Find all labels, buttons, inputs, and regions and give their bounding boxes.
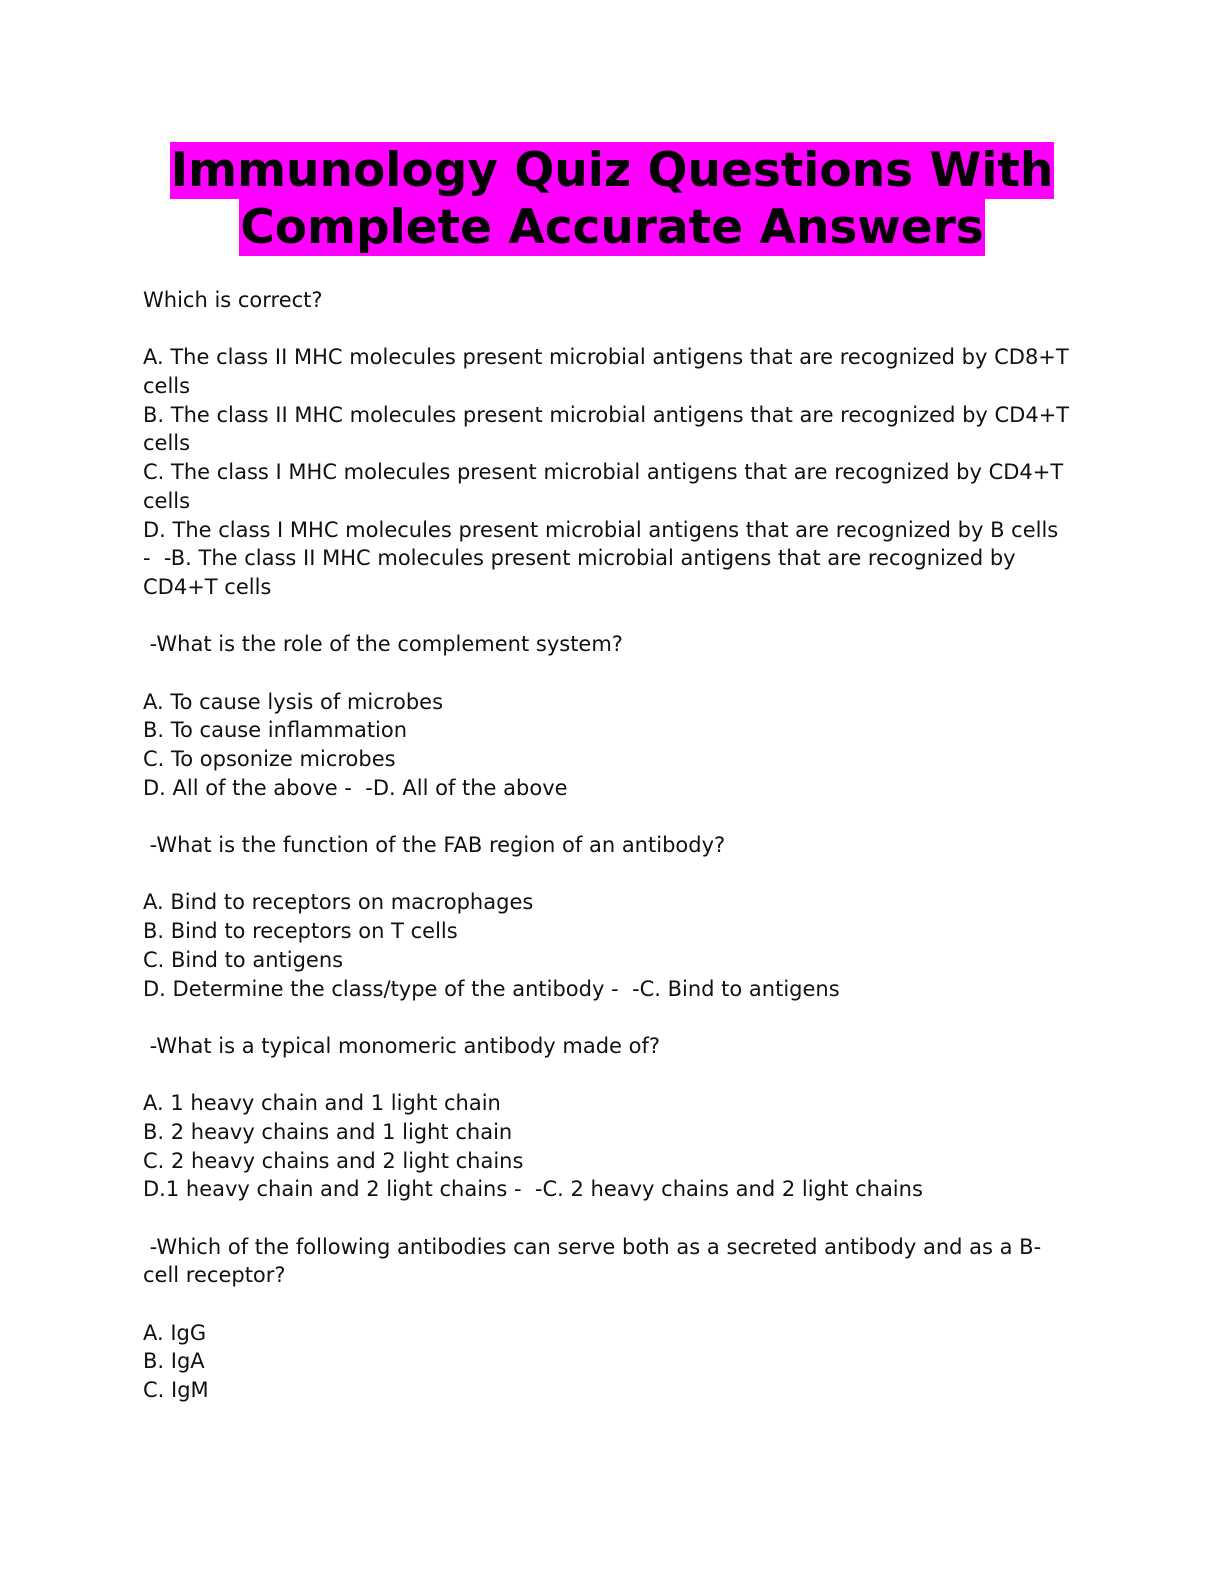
question-line: -What is the function of the FAB region of an antibody? xyxy=(143,833,726,858)
blank-line xyxy=(143,659,1088,688)
answer-option-line: A. To cause lysis of microbes xyxy=(143,689,444,714)
answer-option-line: C. 2 heavy chains and 2 light chains xyxy=(143,1148,524,1173)
text-line: cells xyxy=(143,488,191,513)
answer-option-line: D.1 heavy chain and 2 light chains - -C. 2 heavy chains and 2 light chains xyxy=(143,1177,923,1202)
answer-key-line: - -B. The class II MHC molecules present microbial antigens that are recognized by xyxy=(143,546,1016,571)
text-line: CD4+T cells xyxy=(143,574,272,599)
answer-option-line: B. 2 heavy chains and 1 light chain xyxy=(143,1119,513,1144)
blank-line xyxy=(143,802,1088,831)
answer-option-line: A. Bind to receptors on macrophages xyxy=(143,890,534,915)
answer-option-line: B. To cause inflammation xyxy=(143,718,408,743)
blank-line xyxy=(143,860,1088,889)
answer-option-line: C. IgM xyxy=(143,1378,209,1403)
answer-option-line: A. 1 heavy chain and 1 light chain xyxy=(143,1091,501,1116)
blank-line xyxy=(143,315,1088,344)
blank-line xyxy=(143,602,1088,631)
answer-option-line: A. The class II MHC molecules present microbial antigens that are recognized by CD8+T xyxy=(143,345,1069,370)
answer-option-line: C. The class I MHC molecules present microbial antigens that are recognized by CD4+T xyxy=(143,460,1064,485)
question-line: -Which of the following antibodies can serve both as a secreted antibody and as a B- xyxy=(143,1234,1042,1259)
question-line: -What is a typical monomeric antibody made of? xyxy=(143,1033,661,1058)
blank-line xyxy=(143,1290,1088,1319)
text-line: cell receptor? xyxy=(143,1263,286,1288)
blank-line xyxy=(143,1204,1088,1233)
answer-option-line: B. IgA xyxy=(143,1349,205,1374)
document-title xyxy=(0,142,1224,256)
answer-option-line: A. IgG xyxy=(143,1320,207,1345)
answer-option-line: B. Bind to receptors on T cells xyxy=(143,919,458,944)
answer-option-line: C. To opsonize microbes xyxy=(143,747,396,771)
text-line: cells xyxy=(143,374,191,399)
answer-option-line: D. The class I MHC molecules present microbial antigens that are recognized by B cells xyxy=(143,517,1059,542)
answer-option-line: D. All of the above - -D. All of the above xyxy=(143,775,568,800)
title-line-1: Immunology Quiz Questions With xyxy=(170,143,1054,198)
question-line: Which is correct? xyxy=(143,288,323,312)
document-body xyxy=(143,286,1088,1405)
text-line: cells xyxy=(143,431,191,456)
answer-option-line: B. The class II MHC molecules present microbial antigens that are recognized by CD4+T xyxy=(143,402,1070,427)
blank-line xyxy=(143,1061,1088,1090)
question-line: -What is the role of the complement system? xyxy=(143,632,623,657)
title-line-2: Complete Accurate Answers xyxy=(240,200,984,255)
blank-line xyxy=(143,1003,1088,1032)
answer-option-line: D. Determine the class/type of the antibody - -C. Bind to antigens xyxy=(143,976,840,1001)
answer-option-line: C. Bind to antigens xyxy=(143,947,344,972)
